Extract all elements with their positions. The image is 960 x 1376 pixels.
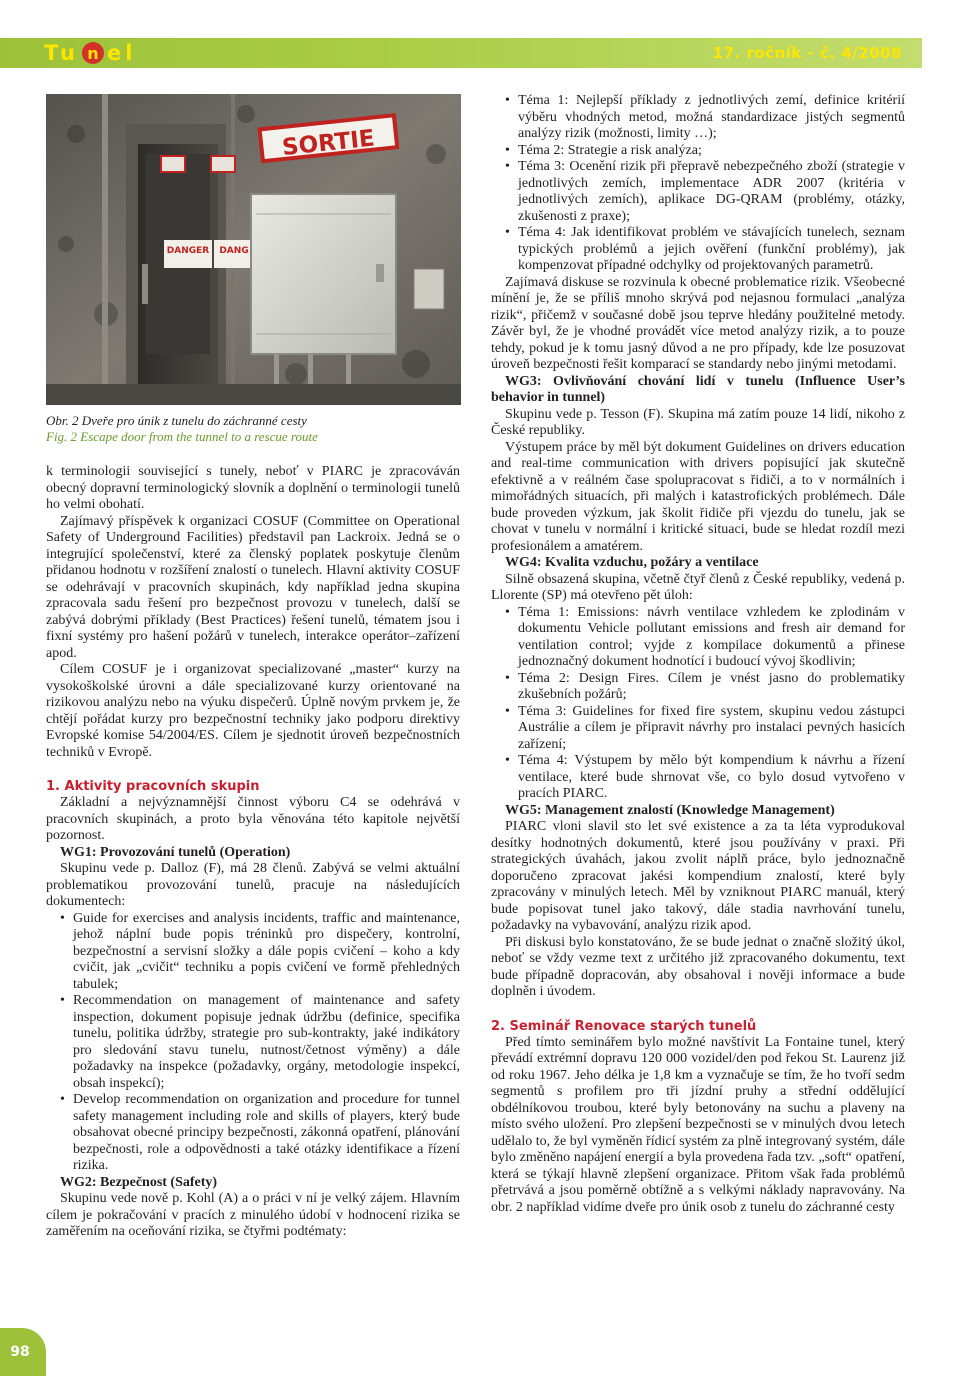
magazine-logo <box>44 42 136 64</box>
list-item: • Téma 1: Nejlepší příklady z jednotlivých zemí, definice kritérií výběru vhodných metod, možná standardizace jistých segmentů analýzy rizik (možnosti, limity …); <box>491 93 905 143</box>
danger-sign-2: DANG <box>219 246 249 256</box>
logo-text-start: Tu <box>44 41 79 65</box>
subsection-heading: WG4: Kvalita vzduchu, požáry a ventilace <box>505 555 759 570</box>
caption-english: Fig. 2 Escape door from the tunnel to a rescue route <box>46 429 318 444</box>
logo-text-end: el <box>106 41 137 65</box>
paragraph: PIARC vloni slavil sto let své existence a za ta léta vyprodukoval desítky hodnotných dokumentů, které jsou používány v praxi. Při strategických úvahách, jakou zvolit náplň práce, bylo jednoznačně doporučeno zpracovat jakési kompendium znalostí, které byly zpracovány v minulých letech. Měl by vzniknout PIARC manuál, který bude popisovat tunel jako takový, dále stadia navrhování tunelu, požadavky na vybavování, analýzu rizik apod. <box>491 819 905 933</box>
subsection-heading: WG5: Management znalostí (Knowledge Management) <box>505 802 835 818</box>
escape-door-photo <box>46 94 461 405</box>
sortie-sign: SORTIE <box>280 125 376 162</box>
paragraph: Silně obsazená skupina, včetně čtyř členů z České republiky, vedená p. Llorente (SP) má otevřeno pět úloh: <box>491 571 905 603</box>
paragraph: k terminologii související s tunely, neboť v PIARC je zpracováván obecný dopravní terminologický slovník a doplnění o terminologii tunelů ho velmi obohatí. <box>46 464 460 512</box>
list-item: • Téma 1: Emissions: návrh ventilace vzhledem ke zplodinám v dokumentu Vehicle pollutant emissions and fresh air demand for ventilation control; vyjde z kompilace dokumentů a přinese jednoznačný dokument hodnotící i budoucí vývoj škodlivin; <box>491 605 905 671</box>
caption-czech: Obr. 2 Dveře pro únik z tunelu do záchranné cesty <box>46 413 307 428</box>
issue-label: 17. ročník - č. 4/2008 <box>712 44 902 62</box>
paragraph: Skupinu vede p. Tesson (F). Skupina má zatím pouze 14 lidí, nikoho z České republiky. <box>491 406 905 438</box>
photo-illustration <box>46 94 461 405</box>
paragraph: Skupinu vede p. Dalloz (F), má 28 členů. Zabývá se velmi aktuální problematikou provozování tunelů, pracuje na následujících dokumentech: <box>46 861 460 909</box>
section-heading: 2. Seminář Renovace starých tunelů <box>491 1018 757 1034</box>
logo-n-badge: n <box>82 42 104 64</box>
paragraph: Základní a nejvýznamnější činnost výboru C4 se odehrává v pracovních skupinách, a proto byla věnována této kapitole největší pozornost. <box>46 795 460 843</box>
list-item: • Téma 4: Jak identifikovat problém ve stávajících tunelech, seznam typických problémů a jejich ověření (funkční problémy), jak kompenzovat případné odchylky od projektovaných parametrů. <box>491 225 905 275</box>
paragraph: Zajímavá diskuse se rozvinula k obecné problematice rizik. Všeobecné mínění je, že se příliš mnoho skrývá pod nejasnou formulaci „analýza rizik“, přičemž v současné době jsou teprve hledány použitelné metody. Závěr byl, že je vhodné provádět více metod analýzy rizik, a to pouze tehdy, pokud je k tomu jasný důvod a ne pro případy, kde lze posuzovat úroveň bezpečnosti řešit komparací se standardy nebo jinými metodami. <box>491 274 905 372</box>
paragraph: Výstupem práce by měl být dokument Guidelines on drivers education and real-time communication with drivers popisující jak skutečně efektivně a v reálném čase spolupracovat s řidiči, a to v normálních i mimořádných situacích, při malých i katastrofických problémech. Dále bude proveden výzkum, jak školit řidiče při vjezdu do tunelu, jak se chovat v tunelu v normální i kritické situaci, bude se hledat rozdíl mezi profesionálem a amatérem. <box>491 439 905 554</box>
bullet-list <box>491 93 905 275</box>
list-item: • Téma 3: Ocenění rizik při přepravě nebezpečného zboží (strategie v jednotlivých zemích, implementace ADR 2007 (kritéria v jednotlivých zemích), aplikace DG-QRAM (problémy, otázky, zkušenosti z praxe); <box>491 159 905 225</box>
right-column <box>491 93 905 1216</box>
list-item: • Develop recommendation on organization and procedure for tunnel safety management including role and skills of players, který bude obsahovat obecné principy bezpečnosti, zákonná opatření, plánování bezpečnosti, role a odpovědnosti a také otázky identifikace a řízení rizika. <box>46 1092 460 1175</box>
subsection-heading: WG1: Provozování tunelů (Operation) <box>60 844 291 860</box>
left-column <box>46 464 460 1241</box>
subsection-heading: WG3: Ovlivňování chování lidí v tunelu (Influence User’s behavior in tunnel) <box>491 373 905 405</box>
bullet-list <box>46 911 460 1175</box>
paragraph: Zajímavý příspěvek k organizaci COSUF (Committee on Operational Safety of Underground Facilities) představil pan Lackroix. Jedná se o integrující společenství, které za členský poplatek poskytuje členům přidanou hodnotu v rozšíření znalostí o tunelech. Hlavní aktivity COSUF se odehrávají v pracovních skupinách, kdy například jedna skupina zpracovala sadu řešení pro bezpečnost provozu v tunelech, další se zabývá dobrými příklady (Best Practices) řešení tunelů, tématem jsou i fixní systémy pro hašení požárů v tunelech, interakce operátor–zařízení apod. <box>46 513 460 661</box>
paragraph: Při diskusi bylo konstatováno, že se bude jednat o značně složitý úkol, neboť se vždy vezme text z určitého již zpracovaného dokumentu, text bude případně dopracován, aby obsahoval i nověji informace a bude doplněn i úvodem. <box>491 934 905 999</box>
bullet-list <box>491 605 905 803</box>
section-heading: 1. Aktivity pracovních skupin <box>46 779 260 794</box>
page-number: 98 <box>0 1328 46 1376</box>
danger-sign-1: DANGER <box>166 246 210 256</box>
list-item: • Téma 4: Výstupem by mělo být kompendium k návrhu a řízení ventilace, které bude shrnovat vše, co bylo dosud vytvořeno v pracích PIARC. <box>491 753 905 803</box>
figure-caption <box>46 413 461 445</box>
paragraph: Skupinu vede nově p. Kohl (A) a o práci v ní je velký zájem. Hlavním cílem je pokračování v pracích z minulého údobí v hodnocení rizika se zaměřením na oceňování rizika, se čtyřmi podtématy: <box>46 1191 460 1239</box>
list-item: • Téma 2: Strategie a risk analýza; <box>491 143 905 160</box>
paragraph: Cílem COSUF je i organizovat specializované „master“ kurzy na vysokoškolské úrovni a dále specializované kurzy orientované na rizikovou analýzu nebo na výuku dispečerů. Úplně novým prvkem je, že chtějí pořádat kurzy pro bezpečnostní techniky jako podporu direktivy Evropské komise 54/2004/ES. Cílem je sjednotit úroveň bezpečnostních techniků v Evropě. <box>46 662 460 760</box>
list-item: • Recommendation on management of maintenance and safety inspection, dokument popisuje jednak údržbu (definice, specifika tunelu, politika údržby, strategie pro sub-kontrakty, jaké indikátory pro sledování stavu tunelu, nutnost/četnost výměny) a dále požadavky na inspekce (požadavky, orgány, metodologie inspekcí, obsah inspekcí); <box>46 993 460 1092</box>
list-item: • Guide for exercises and analysis incidents, traffic and maintenance, jehož náplní bude popis tréninků pro dispečery, kontrolní, bezpečnostní a servisní složky a dále popis cvičení – koho a kdy cvičit, jak „cvičit“ techniku a popis cvičení ve formě přehledných tabulek; <box>46 911 460 994</box>
subsection-heading: WG2: Bezpečnost (Safety) <box>60 1174 218 1190</box>
paragraph: Před tímto seminářem bylo možné navštívit La Fontaine tunel, který převádí extrémní dopravu 120 000 vozidel/den pod řekou St. Laurenz již od roku 1967. Jeho délka je 1,8 km a vyznačuje se tím, že ho tvoří sedm segmentů s profilem pro tři jízdní pruhy a střední oddělující obdélníkovou troubou, které byly betonovány na suchu a plaveny na místo svého uložení. Pro zlepšení bezpečnosti se v minulých dvou letech udělalo to, že byl vyměněn řídicí systém za plně integrovaný systém, dále bylo změněno napájení energií a byla provedena řada tzv. „soft“ opatření, která se týkají hlavně zlepšení organizace. Přitom však řada problémů přetrvává a jsou poměrně obtížně a s velkými náklady napravovány. Na obr. 2 například vidíme dveře pro únik osob z tunelu do záchranné cesty <box>491 1034 905 1215</box>
list-item: • Téma 3: Guidelines for fixed fire system, skupinu vedou zástupci Austrálie a cílem je připravit návrhy pro instalaci pevných hasicích zařízení; <box>491 704 905 754</box>
list-item: • Téma 2: Design Fires. Cílem je vnést jasno do problematiky zkušebních požárů; <box>491 671 905 704</box>
